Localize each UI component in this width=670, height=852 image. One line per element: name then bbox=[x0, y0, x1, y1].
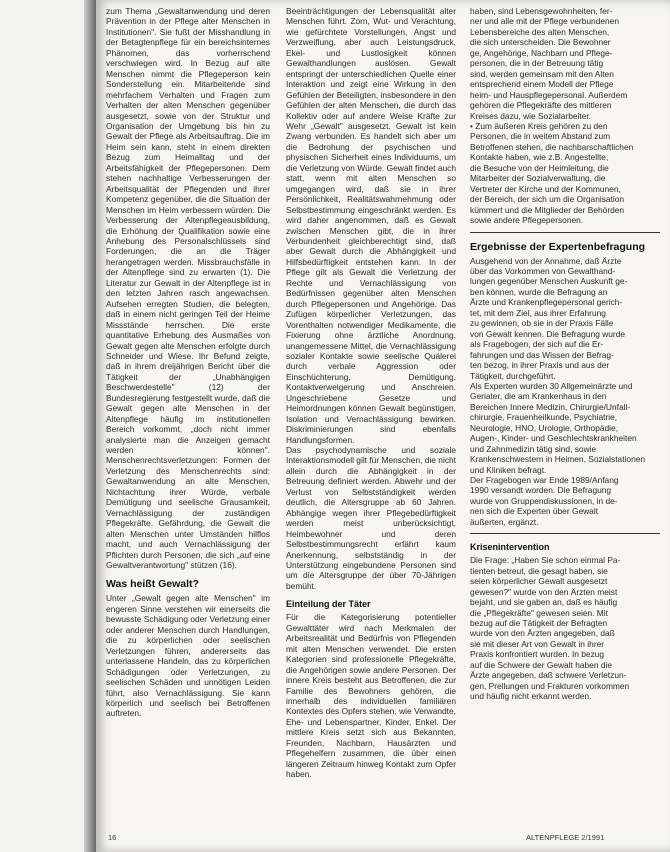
heading-ergebnisse: Ergebnisse der Expertenbefragung bbox=[470, 240, 646, 253]
heading-krisenintervention: Krisenintervention bbox=[470, 542, 550, 553]
text-line: fahrungen und das Wissen der Befrag- bbox=[470, 349, 614, 360]
text-line: Tätigkeit, durchgeführt. bbox=[470, 370, 556, 381]
adjacent-page-edge bbox=[0, 0, 96, 852]
text-line: Als Experten wurden 30 Allgemeinärzte und bbox=[470, 380, 633, 391]
text-line: und häufig nicht erkannt werden. bbox=[470, 691, 592, 702]
text-line: gewesen?" wurde von den Ärzten meist bbox=[470, 586, 618, 597]
text-line: die Besuche von der Heimleitung, die bbox=[470, 162, 609, 173]
text-line: bejaht, und sie gaben an, daß es häufig bbox=[470, 597, 618, 608]
heading-was-heisst-gewalt: Was heißt Gewalt? bbox=[106, 578, 199, 591]
text-line: tienten betreut, die gesagt haben, sie bbox=[470, 565, 608, 576]
text-line: Krankenschwestern in Heimen, Sozialstationen bbox=[470, 454, 646, 465]
column-3-text-a bbox=[470, 6, 660, 226]
text-line: bezug auf die Tätigkeit der Befragten bbox=[470, 618, 608, 629]
text-line: ge, Angehörige, Nachbarn und Pflege- bbox=[470, 47, 613, 58]
page-number: 16 bbox=[108, 833, 117, 842]
column-2-text-c: Für die Kategorisierung potentieller Gewalttäter wird nach Merkmalen der Arbeitsrealität und Bedürfnis von Pflegenden mit alten Menschen verwendet. Die ersten Kategorien sind professionelle Pflegekräfte, die Angehörigen sowie andere Personen. Der innere Kreis besteht aus Betroffenen, die zur Familie des Bewohners gehören, die innerhalb des individuellen familiären Kontextes des Opfers stehen, wie Verwandte, Ehe- und Lebenspartner, Kinder, Enkel. Der mittlere Kreis setzt sich aus Bekannten, Freunden, Nachbarn, Hausärzten und Pflegehelfern zusammen, die über einen längeren Zeitraum hinweg Kontakt zum Opfer haben. bbox=[286, 612, 456, 780]
text-line: Personen, die in weitem Abstand zum bbox=[470, 131, 611, 142]
text-line: ten bezog, in ihrer Praxis und aus der bbox=[470, 360, 610, 371]
text-line: entsprechend einem Modell der Pflege bbox=[470, 79, 614, 90]
column-3-text-c bbox=[470, 555, 660, 701]
text-line: Bereichen Innere Medizin, Chirurgie/Unfall- bbox=[470, 401, 631, 412]
text-line: über das Vorkommen von Gewalthand- bbox=[470, 265, 616, 276]
journal-footer: ALTENPFLEGE 2/1991 bbox=[526, 833, 605, 842]
text-line: sind, werden gemeinsam mit den Alten bbox=[470, 68, 614, 79]
text-line: als Fragebogen, der sich auf die Er- bbox=[470, 339, 604, 350]
magazine-page bbox=[96, 0, 670, 852]
column-1-text-b: Unter „Gewalt gegen alte Menschen" im engeren Sinne verstehen wir einerseits die bewusste Schädigung oder Verletzung einer oder anderer Menschen durch Handlungen, die zu körperlichen oder seelischen Verletzungen führen, andererseits das unterlassene Handeln, das zu körperlichen Schädigungen oder Verletzungen, zu seelischen Schäden und unnötigen Leiden führt, also Vernachlässigung. Sie kann körperlich und seelisch bei Betroffenen auftreten. bbox=[106, 593, 270, 719]
text-line: kümmert und die Mitglieder der Behörden bbox=[470, 204, 625, 215]
text-line: der Bereich, der sich um die Organisation bbox=[470, 194, 625, 205]
heading-einteilung-der-taeter: Einteilung der Täter bbox=[286, 599, 371, 610]
text-line: wurde von Gruppendiskussionen, in de- bbox=[470, 495, 618, 506]
text-line: chirurgie, Frauenheilkunde, Psychiatrie, bbox=[470, 412, 618, 423]
text-line: Vertreter der Kirche und der Kommunen, bbox=[470, 183, 621, 194]
column-2 bbox=[286, 6, 456, 780]
text-line: Lebensbereiche des alten Menschen, bbox=[470, 26, 610, 37]
text-line: Ärzte und Krankenpflegepersonal gerich- bbox=[470, 297, 623, 308]
text-line: • Zum äußeren Kreis gehören zu den bbox=[470, 120, 608, 131]
text-line: Geriater, die am Krankenhaus in den bbox=[470, 391, 607, 402]
text-line: gen, Prellungen und Frakturen vorkommen bbox=[470, 680, 630, 691]
column-3 bbox=[470, 6, 660, 702]
text-line: haben, sind Lebensgewohnheiten, fer- bbox=[470, 6, 613, 16]
text-line: und Zahnmedizin tätig sind, sowie bbox=[470, 443, 597, 454]
text-line: Augen-, Kinder- und Geschlechtskrankheiten bbox=[470, 433, 637, 444]
column-3-text-b bbox=[470, 256, 660, 528]
text-line: tet, mit dem Ziel, aus ihrer Erfahrung bbox=[470, 307, 606, 318]
text-line: Ärzte angegeben, daß schwere Verletzun- bbox=[470, 670, 627, 681]
text-line: auf die Schwere der Gewalt haben die bbox=[470, 659, 612, 670]
text-line: Der Fragebogen war Ende 1989/Anfang bbox=[470, 475, 619, 486]
divider bbox=[470, 232, 660, 233]
text-line: sowie andere Pflegepersonen. bbox=[470, 215, 584, 226]
text-line: Kontakte haben, wie z.B. Angestellte, bbox=[470, 152, 609, 163]
text-line: personen, die in der Betreuung tätig bbox=[470, 58, 604, 69]
column-2-text-b: Das psychodynamische und soziale Interaktionsmodell gilt für Menschen, die nicht allein durch die Abhängigkeit in der Betreuung definiert werden. Abwehr und der Verlust von Selbstständigkeit werden deutlich, die Altersgruppe ab 60 Jahren. Abhängige wegen ihrer Pflegebedürftigkeit werden meist unberücksichtigt, Heimbewohner und deren Selbstbestimmungsrecht erfährt kaum Anerkennung, selbstständig in der Unterstützung eingebundene Personen sind um die Altersgruppe der über 70-Jährigen bemüht. bbox=[286, 445, 456, 591]
text-line: die „Pflegekräfte" gewesen seien. Mit bbox=[470, 607, 608, 618]
text-line: seien körperlicher Gewalt ausgesetzt bbox=[470, 576, 608, 587]
text-line: sie mit dieser Art von Gewalt in ihrer bbox=[470, 638, 605, 649]
text-line: Betroffenen stehen, die nachbarschaftlichen bbox=[470, 141, 634, 152]
text-line: lungen gegenüber Menschen Auskunft ge- bbox=[470, 276, 628, 287]
column-1 bbox=[106, 6, 270, 719]
text-line: die sich unterscheiden. Die Bewohner bbox=[470, 37, 611, 48]
text-line: Neurologie, HNO, Urologie, Orthopädie, bbox=[470, 422, 619, 433]
text-line: ben können, wurde die Befragung an bbox=[470, 286, 608, 297]
text-line: äußerten, ergänzt. bbox=[470, 516, 539, 527]
text-line: Mitarbeiter der Sozialverwaltung, die bbox=[470, 173, 606, 184]
text-line: 1990 versandt worden. Die Befragung bbox=[470, 485, 612, 496]
column-1-text-a: zum Thema „Gewaltanwendung und deren Prävention in der Pflege alter Menschen in Institutionen". Sie fußt der Misshandlung in der Betagtenpflege für ein bereichsinternes Phänomen, das vorherrschend verschwiegen wird. In Bezug auf alte Menschen nimmt die Pflegeperson kein Sonderstellung ein. Mitarbeitende sind mehrfachem Verhalten und Fragen zum Verhalten der alten Menschen gegenüber ausgesetzt, sowie von der Struktur und Organisation der Umgebung bis hin zu Gewalt der Pflege als Arbeitsauftrag. Die im Heim sein kann, steht in einem direkten Bezug zum Heimalltag und der Arbeitsfähigkeit der Pflegepersonen. Dem stehen nachhaltige Verbesserungen der Arbeitsqualität der Pflegenden und ihrer Kompetenz gegenüber, die die Situation der Menschen im Heim verbessern würden. Die Verbesserung der Altenpflegeausbildung, die Erhöhung der Qualifikation sowie eine Anhebung des Personalschlüssels sind Forderungen, die an die Träger herangetragen werden. Missbrauchsfälle in der Altenpflege sind zu erwarten (1). Die Literatur zur Gewalt in der Altenpflege ist in den letzten Jahren rasch angewachsen. Aufsehen erregten Studien, die belegten, daß in einem nicht geringen Teil der Heime Missstände herrschen. Die erste quantitative Erhebung des Ausmaßes von Gewalt gegen alte Menschen erfolgte durch Schneider und Wiese. Ihr Befund zeigte, daß in ihrem dreijährigen Bericht über die Tätigkeit der „Unabhängigen Beschwerdestelle" (12) der Bundesregierung festgestellt wurde, daß die Gewalt gegen alte Menschen in der Altenpflege häufig im institutionellen Bereich vorkommt, „doch nicht immer analysierte man die Anzeigen gemacht werden können". Menschenrechtsverletzungen: Formen der Verletzung des Menschenrechts sind: Gewaltanwendung an alte Menschen, Nichtachtung ihrer Würde, verbale Demütigung und seelische Grausamkeit, Vernachlässigung der zuständigen Pflegekräfte. Gefährdung, die Gewalt die alten Menschen unter Umständen hilflos macht, und auch Vernachlässigung der Pflichten durch Personen, die sich „auf eine Gewaltverantwortung" stützen (16). bbox=[106, 6, 270, 571]
text-line: gehören die Pflegekräfte des mittleren bbox=[470, 100, 612, 111]
text-line: nen sich die Experten über Gewalt bbox=[470, 506, 599, 517]
column-2-text-a: Beeinträchtigungen der Lebensqualität alter Menschen führt. Zorn, Wut- und Verachtung, wie gefürchtete Vorstellungen, Angst und Verzweiflung, aber auch Leistungsdruck, Ekel- und Lustlosigkeit können Gewalthandlungen auslösen. Gewalt entspringt der unterschiedlichen Quelle einer Interaktion und zeigt eine Wirkung in den Gefühlen der Beteiligten, insbesondere in den Gefühlen der alten Menschen, die durch das Kollektiv oder auf andere Weise Kräfte zur Wehr „Gewalt" ausgesetzt. Gewalt ist kein Zwang verbunden. Es handelt sich aber um die Bedrohung der psychischen und physischen Sicherheit eines Individuums, um die Verletzung von Würde. Gewalt findet auch statt, wenn mit alten Menschen so umgegangen wird, daß sie in ihrer Persönlichkeit, Realitätswahrnehmung oder Selbstbestimmung eingeschränkt werden. Es wird daher angenommen, daß es Gewalt zwischen Menschen gibt, die in ihrer Verbundenheit gleichberechtigt sind, daß aber Gewalt durch die Abhängigkeit und Hilfsbedürftigkeit entstehen kann. In der Pflege gilt als Gewalt die Verletzung der Rechte und Vernachlässigung von Bedürfnissen gegenüber alten Menschen durch Pflegepersonen und Angehörige. Das Zufügen körperlicher Verletzungen, das Vorenthalten notwendiger Medikamente, die Fixierung ohne ärztliche Anordnung, unangemessene Mittel, die Vernachlässigung sozialer Kontakte sowie seelische Quälerei durch verbale Aggression oder Einschüchterung, Demütigung, Kontaktverweigerung und Anschreien. Ungeschriebene Gesetze und Heimordnungen können Gewalt begünstigen, Isolation und Vernachlässigung bewirken. Diskriminierungen sind ebenfalls Handlungsformen. bbox=[286, 6, 456, 445]
divider bbox=[470, 533, 660, 534]
text-line: heim- und Hauspflegepersonal. Außerdem bbox=[470, 89, 628, 100]
text-line: Ausgehend von der Annahme, daß Ärzte bbox=[470, 255, 622, 266]
text-line: ner und alle mit der Pflege verbundenen bbox=[470, 16, 619, 27]
text-line: und Kliniken befragt. bbox=[470, 464, 547, 475]
text-line: Kreises dazu, wie Sozialarbeiter. bbox=[470, 110, 592, 121]
text-line: Praxis konfrontiert wurden. In bezug bbox=[470, 649, 605, 660]
text-line: wurde von den Ärzten angegeben, daß bbox=[470, 628, 615, 639]
text-line: zu gewinnen, ob sie in der Praxis Fälle bbox=[470, 318, 614, 329]
text-line: Die Frage: „Haben Sie schon einmal Pa- bbox=[470, 555, 621, 566]
text-line: von Gewalt kennen. Die Befragung wurde bbox=[470, 328, 626, 339]
